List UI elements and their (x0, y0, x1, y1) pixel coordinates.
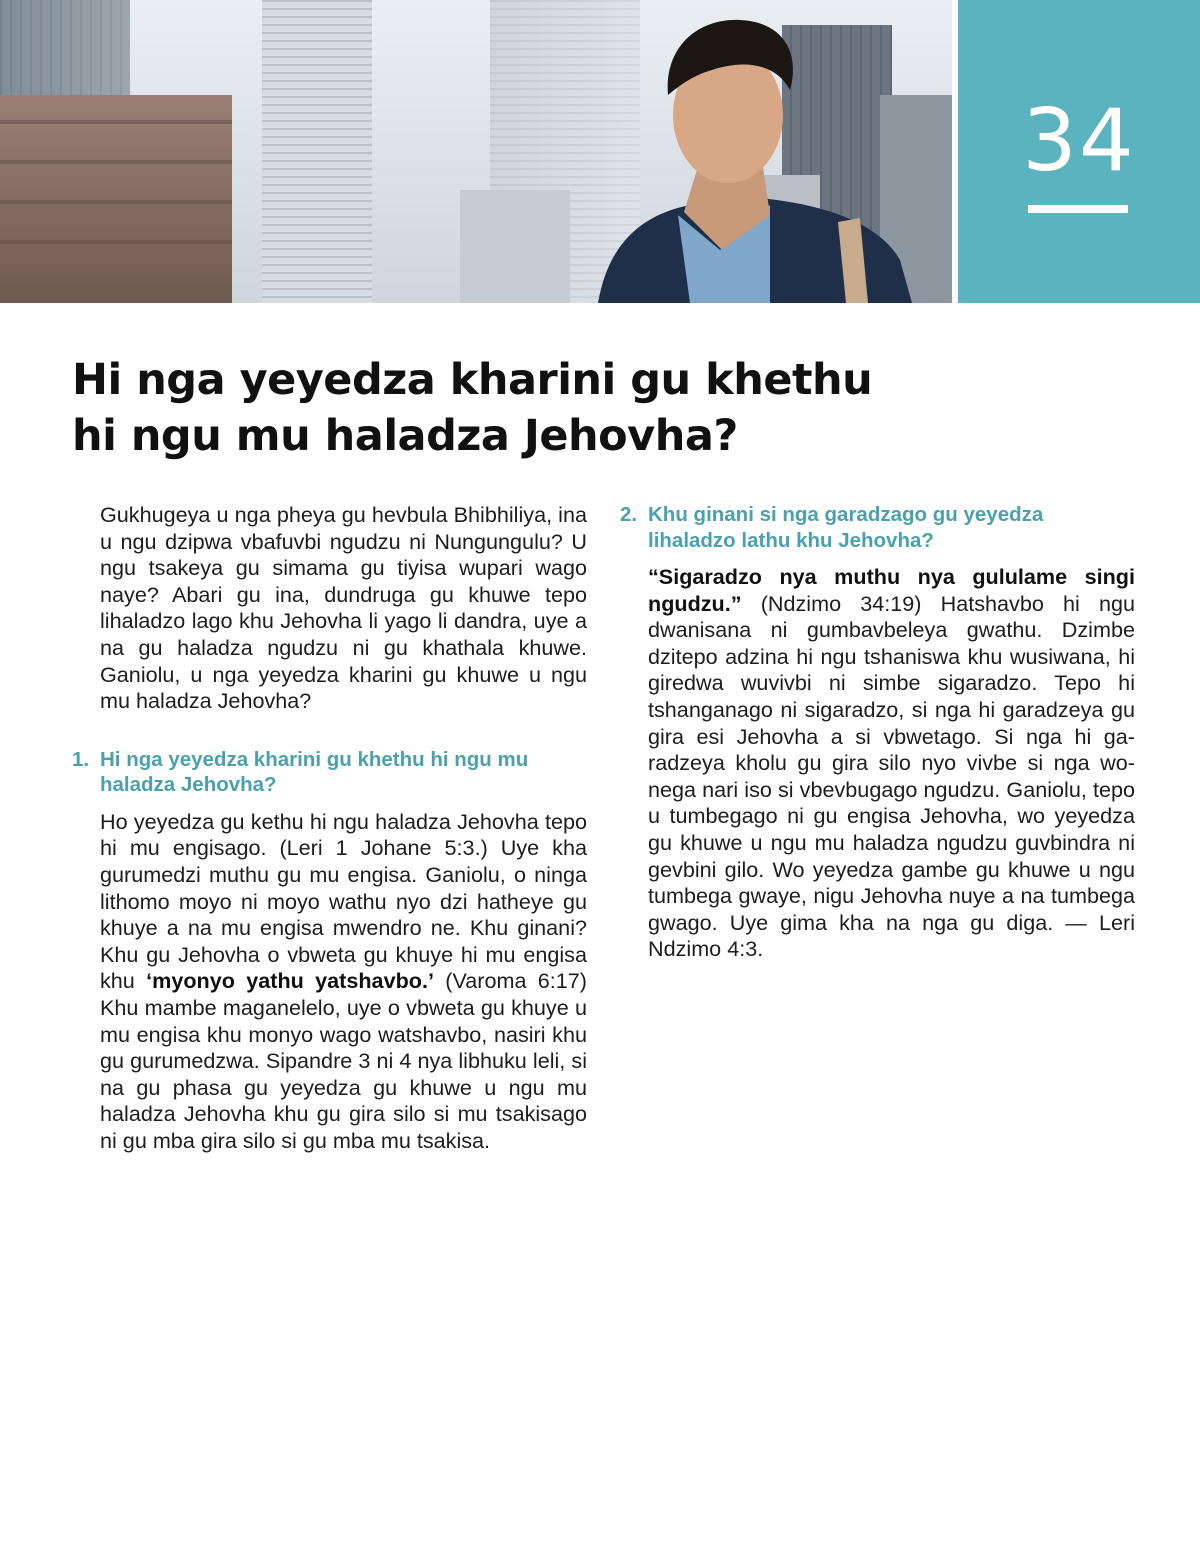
left-column (72, 502, 587, 1154)
section-1-text-a: Ho yeyedza gu kethu hi ngu haladza Jehovha tepo hi mu engisago. (Leri 1 Johane 5:3.) Uye kha gurumedzi muthu gu mu engisa. Ganiolu, o ninga lithomo moyo ni moyo wathu nyo dzi hatheye gu khuye a na mu engisa mwendro ne. Khu ginani? Khu gu Jehovha o vbweta gu khuye hi mu engisa khu (100, 808, 587, 994)
page-title-line-2: hi ngu mu haladza Jehovha? (72, 411, 738, 461)
section-1-bold-quote: ‘myonyo yathu yatshavbo.’ (146, 968, 434, 994)
section-1-number: 1. (72, 747, 90, 771)
right-column (620, 502, 1135, 963)
section-1-paragraph (100, 809, 587, 1155)
section-2-number: 2. (620, 503, 638, 526)
section-2-text: (Ndzimo 34:19) Hatshavbo hi ngu dwanisana ni gumbavbeleya gwathu. Dzimbe dzitepo adzina hi ngu tshaniswa khu wusiwana, hi giredwa wuvivbi ni simbe sigaradzo. Tepo hi tshanganago ni sigaradzo, si nga hi garadzeya gu gira esi Jehovha a si vbwetago. Si nga hi garadzeya kholu gu gira silo nyo vivbe si nga wonega nari iso si vbevbugago ngudzu. Ganiolu, tepo u tumbegago ni gu engisa Jehovha, wo yeyedza gu khuwe u ngu mu haladza ngudzu guvbindra ni gevbini gilo. Wo yeyedza gambe gu khuwe u ngu tumbega gwaye, nigu Jehovha nuye a na tumbega gwago. Uye gima kha na nga gu diga. — Leri Ndzimo 4:3. (648, 590, 1135, 962)
hero-image (0, 0, 952, 303)
section-2-bold-quote: “Sigaradzo nya muthu nya gululame singi ngudzu.” (648, 564, 1135, 616)
lesson-number-box (958, 0, 1200, 303)
page-title (72, 352, 972, 464)
lesson-number-underline (1028, 205, 1128, 213)
man-city-photo-icon (0, 0, 952, 303)
lesson-number: 34 (1022, 91, 1136, 191)
intro-paragraph: Gukhugeya u nga pheya gu hevbula Bhibhiliya, ina u ngu dzipwa vbafuvbi ngudzu ni Nungungulu? U ngu tsakeya gu simama gu tiyisa wupari wago naye? Abari gu ina, dundruga gu khuwe tepo lihaladzo lago khu Jehovha li yago li dandra, uye a na gu haladza ngudzu ni gu khathala khuwe. Ganiolu, u nga yeyedza kharini gu khuwe u ngu mu haladza Jehovha? (100, 502, 587, 714)
section-2-question-text: Khu ginani si nga garadzago gu yeyedza lihaladzo lathu khu Jehovha? (648, 503, 1044, 552)
section-2-question (620, 502, 1135, 553)
section-1-question-text: Hi nga yeyedza kharini gu khethu hi ngu mu haladza Jehovha? (100, 747, 529, 797)
section-1-text-b: (Varoma 6:17) Khu mambe maganelelo, uye o vbweta gu khuye u mu engisa khu monyo wago watshavbo, nasiri khu gu gurumedzwa. Sipandre 3 ni 4 nya libhuku leli, si na gu phasa gu yeyedza gu khuwe u ngu mu haladza Jehovha khu gu gira silo si mu tsakisago ni gu mba gira silo si gu mba mu tsakisa. (100, 968, 587, 1153)
page-title-line-1: Hi nga yeyedza kharini gu khethu (72, 355, 873, 405)
section-1-question (72, 747, 587, 798)
section-2-paragraph (648, 564, 1135, 963)
